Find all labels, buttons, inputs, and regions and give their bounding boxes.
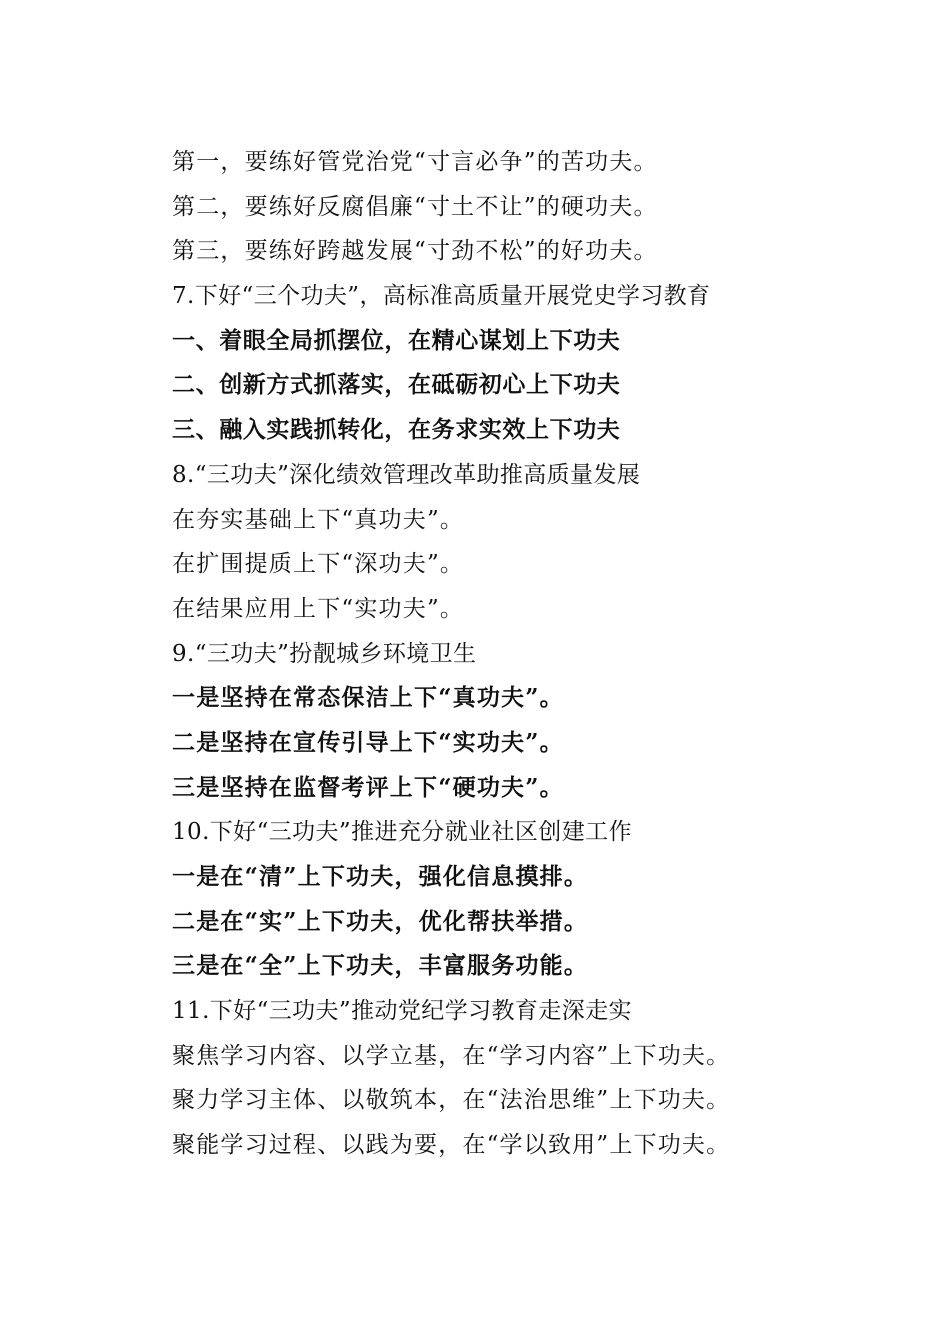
text-line-21: 聚焦学习内容、以学立基，在“学习内容”上下功夫。 bbox=[172, 1042, 731, 1069]
bold-point-1: 一、着眼全局抓摆位，在精心谋划上下功夫 bbox=[172, 327, 621, 354]
text-line-17: 一是在“清”上下功夫，强化信息摸排。 bbox=[172, 863, 589, 890]
bold-point-3: 三、融入实践抓转化，在务求实效上下功夫 bbox=[172, 417, 621, 444]
section-heading-11: 11.下好“三功夫”推动党纪学习教育走深走实 bbox=[172, 998, 632, 1025]
text-line-13: 一是坚持在常态保洁上下“真功夫”。 bbox=[172, 684, 564, 712]
text-line-11: 在结果应用上下“实功夫”。 bbox=[172, 595, 465, 622]
text-line-2: 第二，要练好反腐倡廉“寸土不让”的硬功夫。 bbox=[172, 193, 658, 220]
section-heading-9: 9.“三功夫”扮靓城乡环境卫生 bbox=[172, 640, 477, 667]
document-body bbox=[172, 140, 872, 1168]
text-line-23: 聚能学习过程、以践为要，在“学以致用”上下功夫。 bbox=[172, 1132, 731, 1159]
bold-point-2: 二、创新方式抓落实，在砥砺初心上下功夫 bbox=[172, 372, 621, 399]
text-line-22: 聚力学习主体、以敬筑本，在“法治思维”上下功夫。 bbox=[172, 1087, 731, 1114]
text-line-19: 三是在“全”上下功夫，丰富服务功能。 bbox=[172, 952, 589, 980]
text-line-15: 三是坚持在监督考评上下“硬功夫”。 bbox=[172, 773, 564, 801]
text-line-9: 在夯实基础上下“真功夫”。 bbox=[172, 506, 465, 533]
text-line-3: 第三，要练好跨越发展“寸劲不松”的好功夫。 bbox=[172, 238, 658, 265]
text-line-1: 第一，要练好管党治党“寸言必争”的苦功夫。 bbox=[172, 149, 658, 175]
section-heading-7: 7.下好“三个功夫”，高标准高质量开展党史学习教育 bbox=[172, 283, 711, 310]
section-heading-10: 10.下好“三功夫”推进充分就业社区创建工作 bbox=[172, 819, 632, 846]
section-heading-8: 8.“三功夫”深化绩效管理改革助推高质量发展 bbox=[172, 461, 641, 488]
text-line-14: 二是坚持在宣传引导上下“实功夫”。 bbox=[172, 728, 564, 756]
text-line-18: 二是在“实”上下功夫，优化帮扶举措。 bbox=[172, 907, 589, 935]
text-line-10: 在扩围提质上下“深功夫”。 bbox=[172, 551, 465, 578]
